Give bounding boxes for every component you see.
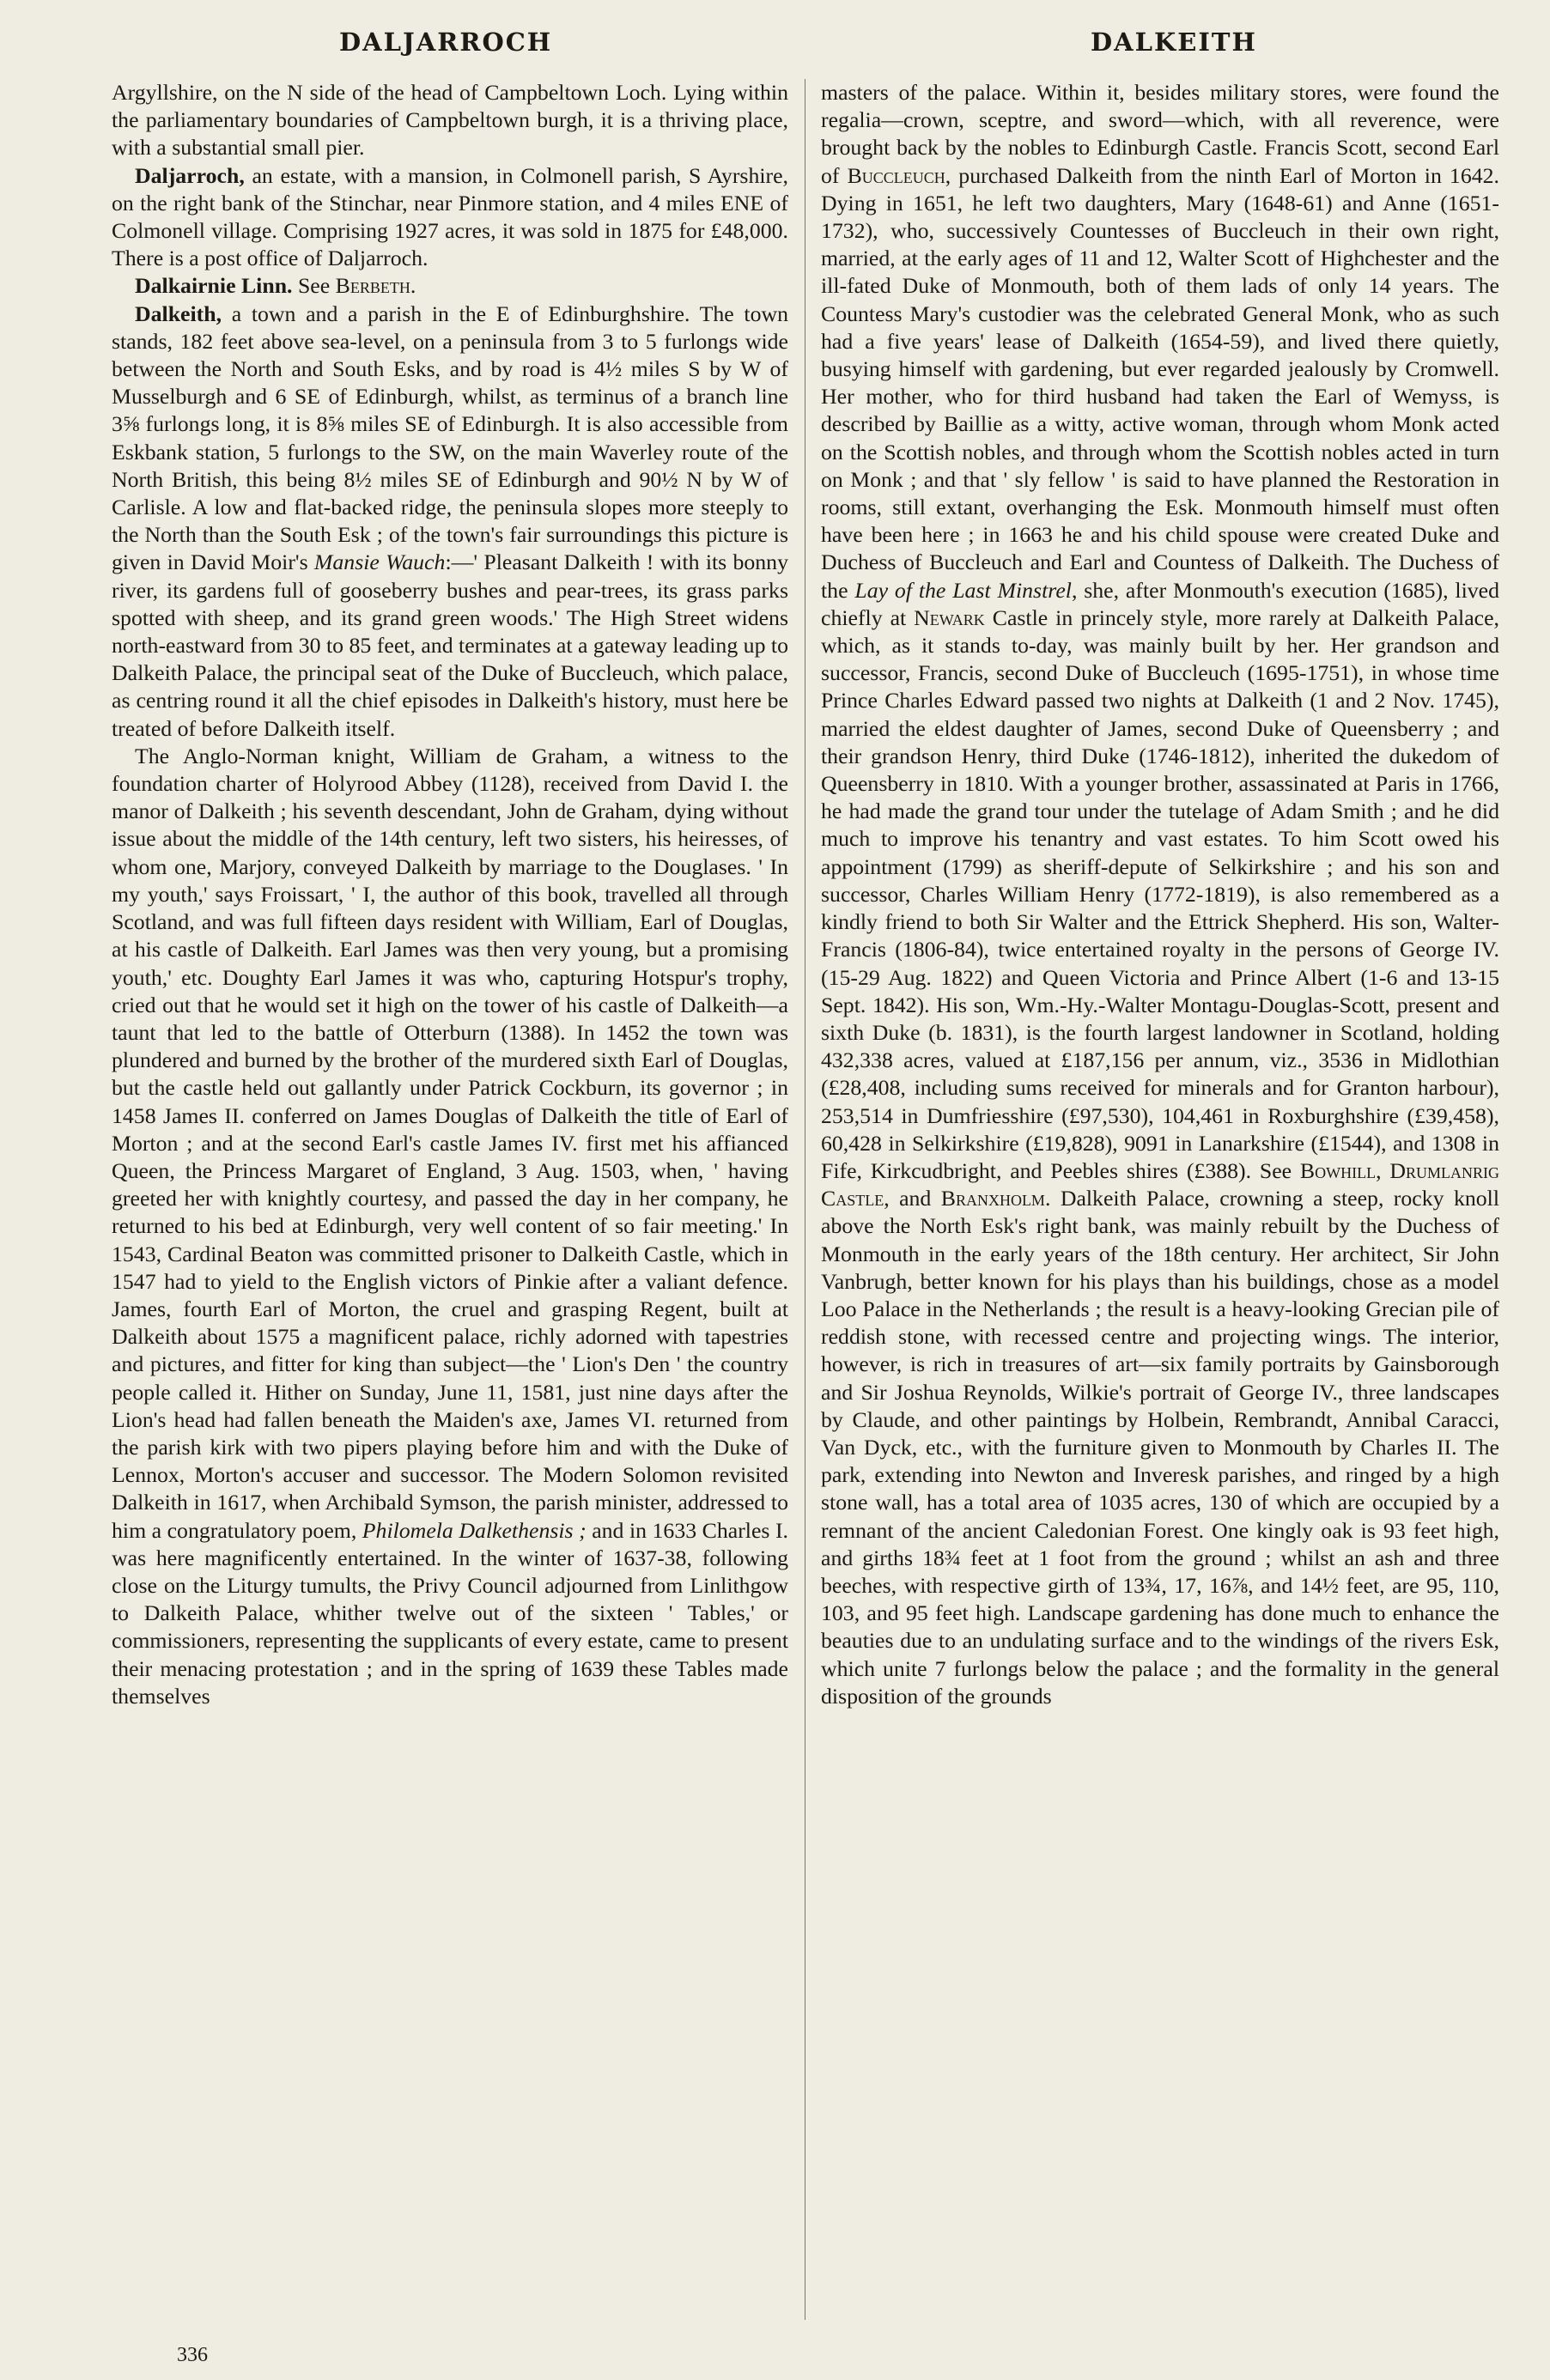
cross-reference: Buccleuch (847, 162, 945, 188)
left-column (112, 79, 788, 2337)
entry-headword: Daljarroch, (135, 162, 245, 188)
paragraph (112, 79, 788, 162)
italic-title: Mansie Wauch (313, 549, 446, 575)
text: an estate, with a mansion, in Colmonell parish, S Ayrshire, on the right bank of the Stinchar, near Pinmore station, and 4 miles ENE of Colmonell village. Comprising 1927 acres, it was sold in 1875 for £48,000. There is a post office of Daljarroch. (112, 162, 788, 271)
right-column (821, 79, 1499, 2337)
text: a town and a parish in the E of Edinburghshire. The town stands, 182 feet above sea-level, on a peninsula from 3 to 5 furlongs wide between the North and South Esks, and by road is 4½ miles S by W of Musselburgh and 6 SE of Edinburgh, whilst, as terminus of a branch line 3⅝ furlongs long, it is 8⅝ miles SE of Edinburgh. It is also accessible from Eskbank station, 5 furlongs to the SW, on the main Waverley route of the North British, this being 8½ miles SE of Edinburgh and 90½ N by W of Carlisle. A low and flat-backed ridge, the peninsula slopes more steeply to the North than the South Esk ; of the town's fair surroundings this picture is given in David Moir's (112, 301, 788, 575)
page-number: 336 (177, 2344, 208, 2366)
cross-reference: Bowhill (1299, 1157, 1377, 1183)
running-head-right: DALKEITH (1091, 27, 1257, 57)
text: The Anglo-Norman knight, William de Graham, a witness to the foundation charter of Holyrood Abbey (1128), received from David I. the manor of Dalkeith ; his seventh descendant, John de Graham, dying without issue about the middle of the 14th century, left two sisters, his heiresses, of whom one, Marjory, conveyed Dalkeith by marriage to the Douglases. ' In my youth,' says Froissart, ' I, the author of this book, travelled all through Scotland, and was full fifteen days resident with William, Earl of Douglas, at his castle of Dalkeith. Earl James was then very young, but a promising youth,' etc. Doughty Earl James it was who, capturing Hotspur's trophy, cried out that he would set it high on the tower of his castle of Dalkeith—a taunt that led to the battle of Otterburn (1388). In 1452 the town was plundered and burned by the brother of the murdered sixth Earl of Douglas, but the castle held out gallantly under Patrick Cockburn, its governor ; in 1458 James II. conferred on James Douglas of Dalkeith the title of Earl of Morton ; and at the second Earl's castle James IV. first met his affianced Queen, the Princess Margaret of England, 3 Aug. 1503, when, ' having greeted her with knightly courtesy, and passed the day in her company, he returned to his bed at Edinburgh, very well content of so fair meeting.' In 1543, Cardinal Beaton was committed prisoner to Dalkeith Castle, which in 1547 had to yield to the English victors of Pinkie after a valiant defence. James, fourth Earl of Morton, the cruel and grasping Regent, built at Dalkeith about 1575 a magnificent palace, richly adorned with tapestries and pictures, and fitter for king than subject—the ' Lion's Den ' the country people called it. Hither on Sunday, June 11, 1581, just nine days after the Lion's head had fallen beneath the Maiden's axe, James VI. returned from the parish kirk with two pipers playing before him and with the Duke of Lennox, Morton's accuser and successor. The Modern Solomon revisited Dalkeith in 1617, when Archibald Symson, the parish minister, addressed to him a congratulatory poem, (112, 743, 788, 1543)
text: , she, after Monmouth's execution (1685), lived chiefly at (821, 577, 1499, 630)
entry-dalkairnie-linn (112, 272, 788, 300)
text: , purchased Dalkeith from the ninth Earl of Morton in 1642. Dying in 1651, he left two daughters, Mary (1648-61) and Anne (1651-1732), who, successively Countesses of Buccleuch in their own right, married, at the early ages of 11 and 12, Walter Scott of Highchester and the ill-fated Duke of Monmouth, both of them lads of only 14 years. The Countess Mary's custodier was the celebrated General Monk, who as such had a five years' lease of Dalkeith (1654-59), and lived there quietly, busying himself with gardening, but ever regarded jealously by Cromwell. Her mother, who for third husband had taken the Earl of Wemyss, is described by Baillie as a witty, active woman, through whom Monk acted on the Scottish nobles, and through whom the Scottish nobles acted in turn on Monk ; and that ' sly fellow ' is said to have planned the Restoration in rooms, still extant, overhanging the Esk. Monmouth himself must often have been here ; in 1663 he and his child spouse were created Duke and Duchess of Buccleuch and Earl and Countess of Dalkeith. The Duchess of the (821, 162, 1499, 603)
entry-dalkeith (112, 301, 788, 743)
text: and in 1633 Charles I. was here magnificently entertained. In the winter of 1637-38, following close on the Liturgy tumults, the Privy Council adjourned from Linlithgow to Dalkeith Palace, whither twelve out of the sixteen ' Tables,' or commissioners, representing the supplicants of every estate, came to present their menacing protestation ; and in the spring of 1639 these Tables made themselves (112, 1517, 788, 1709)
text: , and (884, 1186, 941, 1211)
entry-headword: Dalkairnie Linn. (135, 273, 293, 299)
text: , (1376, 1157, 1390, 1183)
text: . (410, 273, 416, 299)
running-head-left: DALJARROCH (339, 27, 553, 57)
cross-reference: Berbeth (335, 273, 410, 299)
text: masters of the palace. Within it, besides military stores, were found the regalia—crown, sceptre, and sword—which, with all reverence, were brought back by the nobles to Edinburgh Castle. Francis Scott, second Earl of (821, 80, 1499, 188)
italic-title: Philomela Dalkethensis ; (362, 1517, 587, 1543)
paragraph (821, 79, 1499, 1710)
paragraph (112, 743, 788, 1710)
entry-headword: Dalkeith, (135, 301, 222, 326)
italic-title: Lay of the Last Minstrel (854, 577, 1072, 603)
text: See (292, 273, 336, 299)
text: Castle in princely style, more rarely at Dalkeith Palace, which, as it stands to-day, was mainly built by her. Her grandson and successor, Francis, second Duke of Buccleuch (1695-1751), in whose time Prince Charles Edward passed two nights at Dalkeith (1 and 2 Nov. 1745), married the eldest daughter of James, second Duke of Queensberry ; and their grandson Henry, third Duke (1746-1812), inherited the dukedom of Queensberry in 1810. With a younger brother, assassinated at Paris in 1766, he had made the grand tour under the tutelage of Adam Smith ; and he did much to improve his tenantry and vast estates. To him Scott owed his appointment (1799) as sheriff-depute of Selkirkshire ; and his son and successor, Charles William Henry (1772-1819), is also remembered as a kindly friend to both Sir Walter and the Ettrick Shepherd. His son, Walter-Francis (1806-84), twice entertained royalty in the persons of George IV. (15-29 Aug. 1822) and Queen Victoria and Prince Albert (1-6 and 13-15 Sept. 1842). His son, Wm.-Hy.-Walter Montagu-Douglas-Scott, present and sixth Duke (b. 1831), is the fourth largest landowner in Scotland, holding 432,338 acres, valued at £187,156 per annum, viz., 3536 in Midlothian (£28,408, including sums received for minerals and for Granton harbour), 253,514 in Dumfriesshire (£97,530), 104,461 in Roxburghshire (£39,458), 60,428 in Selkirkshire (£19,828), 9091 in Lanarkshire (£1544), and 1308 in Fife, Kirkcudbright, and Peebles shires (£388). See (821, 604, 1499, 1183)
entry-daljarroch (112, 162, 788, 273)
text: . Dalkeith Palace, crowning a steep, rocky knoll above the North Esk's right bank, was mainly rebuilt by the Duchess of Monmouth in the early years of the 18th century. Her architect, Sir John Vanbrugh, better known for his plays than his buildings, chose as a model Loo Palace in the Netherlands ; the result is a heavy-looking Grecian pile of reddish stone, with recessed centre and projecting wings. The interior, however, is rich in treasures of art—six family portraits by Gainsborough and Sir Joshua Reynolds, Wilkie's portrait of George IV., three landscapes by Claude, and other paintings by Holbein, Rembrandt, Annibal Caracci, Van Dyck, etc., with the furniture given to Monmouth by Charles II. The park, extending into Newton and Inveresk parishes, and ringed by a high stone wall, has a total area of 1035 acres, 130 of which are occupied by a remnant of the ancient Caledonian Forest. One kingly oak is 93 feet high, and girths 18¾ feet at 1 foot from the ground ; whilst an ash and three beeches, with respective girth of 13¾, 17, 16⅞, and 14½ feet, are 95, 110, 103, and 95 feet high. Landscape gardening has done much to enhance the beauties due to an undulating surface and to the windings of the rivers Esk, which unite 7 furlongs below the palace ; and the formality in the general disposition of the grounds (821, 1186, 1499, 1709)
cross-reference: Drumlanrig Castle (821, 1157, 1499, 1211)
cross-reference: Newark (914, 604, 985, 630)
text: :—' Pleasant Dalkeith ! with its bonny river, its gardens full of gooseberry bushes and pear-trees, its grass parks spotted with sheep, and its grand green woods.' The High Street widens north-eastward from 30 to 85 feet, and terminates at a gateway leading up to Dalkeith Palace, the principal seat of the Duke of Buccleuch, which palace, as centring round it all the chief episodes in Dalkeith's history, must here be treated of before Dalkeith itself. (112, 549, 788, 741)
cross-reference: Branxholm (940, 1186, 1045, 1211)
text: Argyllshire, on the N side of the head of Campbeltown Loch. Lying within the parliamentary boundaries of Campbeltown burgh, it is a thriving place, with a substantial small pier. (112, 80, 788, 161)
